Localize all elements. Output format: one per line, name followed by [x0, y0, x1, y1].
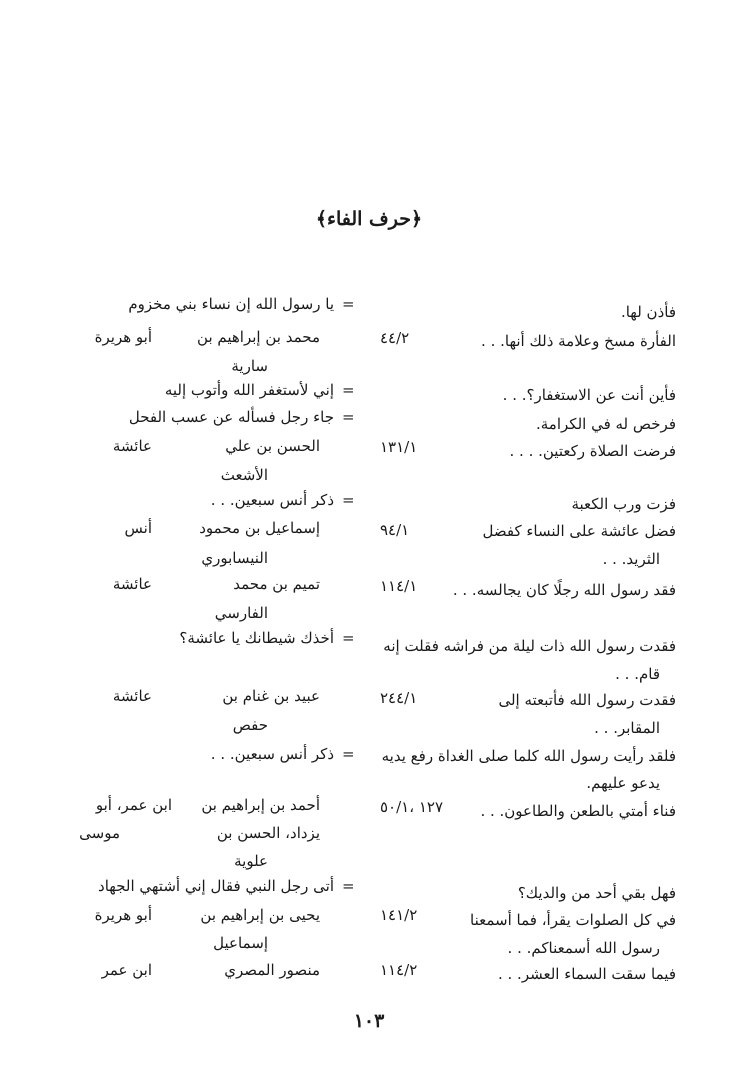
- cross-reference: أخذك شيطانك يا عائشة؟: [179, 629, 334, 647]
- entry-phrase-continued: يدعو عليهم.: [586, 774, 660, 792]
- narrator: إسماعيل بن محمود: [199, 519, 320, 537]
- narrator: محمد بن إبراهيم بن: [197, 328, 320, 346]
- volume-page-ref: ١١٤/٢: [380, 961, 418, 979]
- narrator-continued: حفص: [232, 716, 268, 734]
- companion: عائشة: [112, 437, 152, 455]
- volume-page-ref: ٤٤/٢: [380, 329, 410, 347]
- cross-reference: يا رسول الله إن نساء بني مخزوم: [128, 295, 334, 313]
- narrator-continued: سارية: [231, 357, 268, 375]
- entry-phrase: فناء أمتي بالطعن والطاعون. . .: [480, 802, 676, 820]
- companion: أبو هريرة: [94, 906, 152, 924]
- volume-page-ref: ١٣١/١: [380, 438, 418, 456]
- companion: ابن عمر، أبو: [95, 796, 172, 814]
- entry-phrase-continued: المقابر. . .: [594, 719, 660, 737]
- companion: أبو هريرة: [94, 328, 152, 346]
- narrator-continued: يزداد، الحسن بن: [216, 824, 320, 842]
- companion: عائشة: [112, 575, 152, 593]
- entry-phrase: فرضت الصلاة ركعتين. . . .: [509, 442, 676, 460]
- narrator: أحمد بن إبراهيم بن: [201, 796, 320, 814]
- entry-phrase: فأذن لها.: [620, 303, 676, 321]
- cross-reference: ذكر أنس سبعين. . .: [210, 745, 334, 763]
- narrator-continued: النيسابوري: [201, 549, 268, 567]
- see-marker: =: [342, 491, 355, 509]
- narrator: الحسن بن علي: [225, 437, 320, 455]
- page-number: ١٠٣: [353, 1010, 385, 1032]
- narrator-continued: الفارسي: [214, 604, 268, 622]
- entry-phrase: فقد رسول الله رجلًا كان يجالسه. . .: [452, 581, 676, 599]
- see-marker: =: [342, 745, 355, 763]
- entry-phrase: فهل بقي أحد من والديك؟: [517, 884, 676, 902]
- page-title: ﴿حرف الفاء﴾: [315, 208, 423, 230]
- entry-phrase: فقدت رسول الله ذات ليلة من فراشه فقلت إنه: [383, 637, 676, 655]
- entry-phrase: فيما سقت السماء العشر. . .: [497, 965, 676, 983]
- see-marker: =: [342, 877, 355, 895]
- companion-continued: موسى: [79, 824, 120, 842]
- volume-page-ref: ٩٤/١: [380, 521, 410, 539]
- volume-page-ref: ٢٤٤/١: [380, 689, 418, 707]
- cross-reference: جاء رجل فسأله عن عسب الفحل: [128, 408, 334, 426]
- cross-reference: ذكر أنس سبعين. . .: [210, 491, 334, 509]
- see-marker: =: [342, 408, 355, 426]
- entry-phrase: فلقد رأيت رسول الله كلما صلى الغداة رفع يديه: [381, 747, 676, 765]
- narrator: عبيد بن غنام بن: [222, 687, 320, 705]
- companion: أنس: [124, 519, 152, 537]
- cross-reference: إني لأستغفر الله وأتوب إليه: [164, 381, 334, 399]
- narrator: منصور المصري: [224, 961, 320, 979]
- narrator: يحيى بن إبراهيم بن: [200, 906, 320, 924]
- entry-phrase: فأين أنت عن الاستغفار؟. . .: [502, 386, 676, 404]
- entry-phrase: فقدت رسول الله فأتبعته إلى: [498, 691, 676, 709]
- narrator-continued: إسماعيل: [213, 934, 268, 952]
- volume-page-ref: ١٤١/٢: [380, 906, 418, 924]
- entry-phrase-continued: قام. . .: [615, 665, 660, 683]
- see-marker: =: [342, 629, 355, 647]
- entry-phrase: فزت ورب الكعبة: [571, 495, 676, 513]
- volume-page-ref: ١١٤/١: [380, 577, 418, 595]
- see-marker: =: [342, 295, 355, 313]
- narrator-continued: علوية: [234, 852, 268, 870]
- see-marker: =: [342, 381, 355, 399]
- entry-phrase: فرخص له في الكرامة.: [536, 415, 676, 433]
- companion: عائشة: [112, 687, 152, 705]
- entry-phrase: فضل عائشة على النساء كفضل: [482, 522, 676, 540]
- entry-phrase-continued: رسول الله أسمعناكم. . .: [507, 939, 660, 957]
- narrator-continued: الأشعث: [220, 466, 268, 484]
- companion: ابن عمر: [101, 961, 152, 979]
- entry-phrase: الفأرة مسخ وعلامة ذلك أنها. . .: [481, 332, 676, 350]
- cross-reference: أتى رجل النبي فقال إني أشتهي الجهاد: [98, 877, 334, 895]
- entry-phrase: في كل الصلوات يقرأ، فما أسمعنا: [470, 911, 676, 929]
- narrator: تميم بن محمد: [233, 575, 320, 593]
- volume-page-ref: ١٢٧ ،٥٠/١: [380, 798, 444, 816]
- entry-phrase-continued: الثريد. . .: [602, 550, 660, 568]
